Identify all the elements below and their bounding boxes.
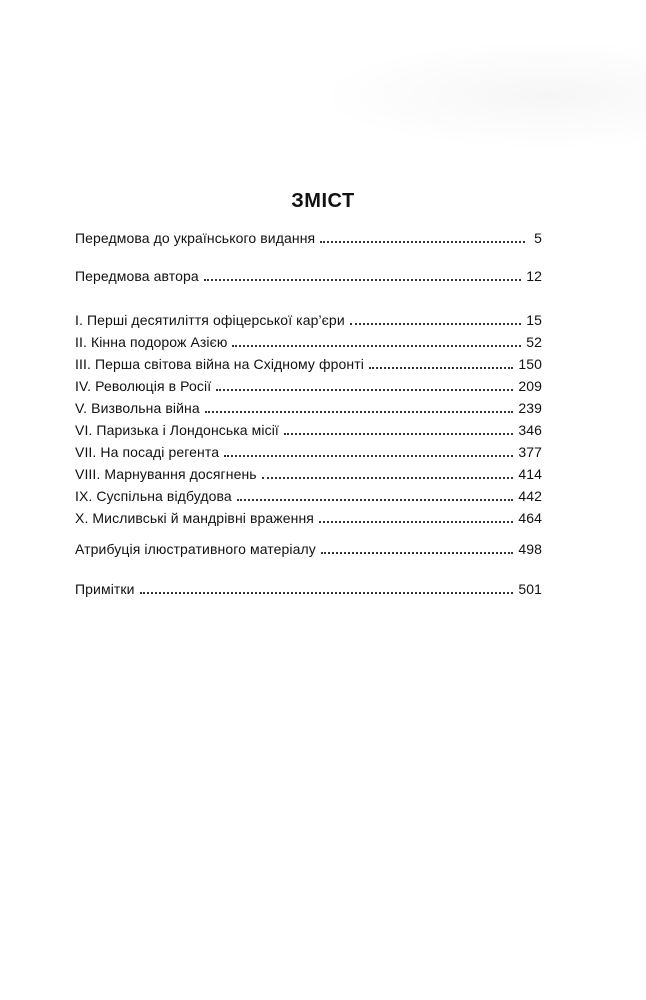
toc-entry[interactable] [75, 441, 542, 463]
toc-entry[interactable] [75, 419, 542, 441]
toc-entry-page: 150 [518, 356, 542, 372]
dot-leader [237, 498, 514, 501]
toc-entry[interactable] [75, 265, 542, 287]
toc-entry-title: Примітки [75, 581, 135, 597]
toc-entry-title: IV. Революція в Росії [75, 378, 212, 394]
toc-entry-page: 52 [526, 334, 542, 350]
dot-leader [216, 388, 513, 391]
toc-entry-title: II. Кінна подорож Азією [75, 334, 228, 350]
toc-group-notes [75, 578, 542, 600]
toc-entry-title: VIII. Марнування досягнень [75, 466, 257, 482]
dot-leader [140, 591, 514, 594]
toc-entry-title: X. Мисливські й мандрівні враження [75, 510, 314, 526]
toc-entry-page: 464 [518, 510, 542, 526]
toc-group-illustrations [75, 538, 542, 560]
toc-entry[interactable] [75, 485, 542, 507]
toc-entry[interactable] [75, 463, 542, 485]
dot-leader [320, 240, 525, 243]
dot-leader [319, 520, 513, 523]
toc-entry-page: 239 [518, 400, 542, 416]
toc-group-author-foreword [75, 265, 542, 287]
show-through-text [316, 40, 646, 150]
toc-entry-page: 377 [518, 444, 542, 460]
dot-leader [224, 454, 513, 457]
toc-entry-page: 414 [518, 466, 542, 482]
toc-entry[interactable] [75, 227, 542, 249]
toc-entry-page: 15 [526, 312, 542, 328]
toc-entry-title: VII. На посаді регента [75, 444, 220, 460]
dot-leader [369, 366, 513, 369]
page-title: ЗМІСТ [291, 190, 355, 213]
dot-leader [350, 322, 521, 325]
toc-entry-title: I. Перші десятиліття офіцерської кар’єри [75, 312, 345, 328]
toc-entry[interactable] [75, 507, 542, 529]
toc-entry-page: 209 [518, 378, 542, 394]
dot-leader [204, 278, 521, 281]
toc-entry-title: V. Визвольна війна [75, 400, 200, 416]
toc-entry-page: 5 [534, 230, 542, 246]
toc-entry[interactable] [75, 397, 542, 419]
dot-leader [284, 432, 513, 435]
dot-leader [232, 344, 521, 347]
toc-entry[interactable] [75, 538, 542, 560]
toc-entry[interactable] [75, 309, 542, 331]
dot-leader [262, 476, 514, 479]
toc-entry[interactable] [75, 375, 542, 397]
toc-entry-title: III. Перша світова війна на Східному фронті [75, 356, 364, 372]
toc-entry[interactable] [75, 353, 542, 375]
toc-entry-page: 442 [518, 488, 542, 504]
dot-leader [205, 410, 514, 413]
toc-entry-title: Атрибуція ілюстративного матеріалу [75, 541, 316, 557]
toc-entry[interactable] [75, 578, 542, 600]
toc-entry-title: Передмова автора [75, 268, 199, 284]
toc-entry-page: 12 [526, 268, 542, 284]
toc-entry-page: 498 [518, 541, 542, 557]
toc-entry[interactable] [75, 331, 542, 353]
dot-leader [321, 551, 513, 554]
toc-entry-page: 501 [518, 581, 542, 597]
toc-group-chapters [75, 309, 542, 529]
toc-entry-title: IX. Суспільна відбудова [75, 488, 232, 504]
toc-group-foreword [75, 227, 542, 249]
toc-entry-title: VI. Паризька і Лондонська місії [75, 422, 279, 438]
toc-entry-title: Передмова до українського видання [75, 230, 316, 246]
toc-entry-page: 346 [518, 422, 542, 438]
